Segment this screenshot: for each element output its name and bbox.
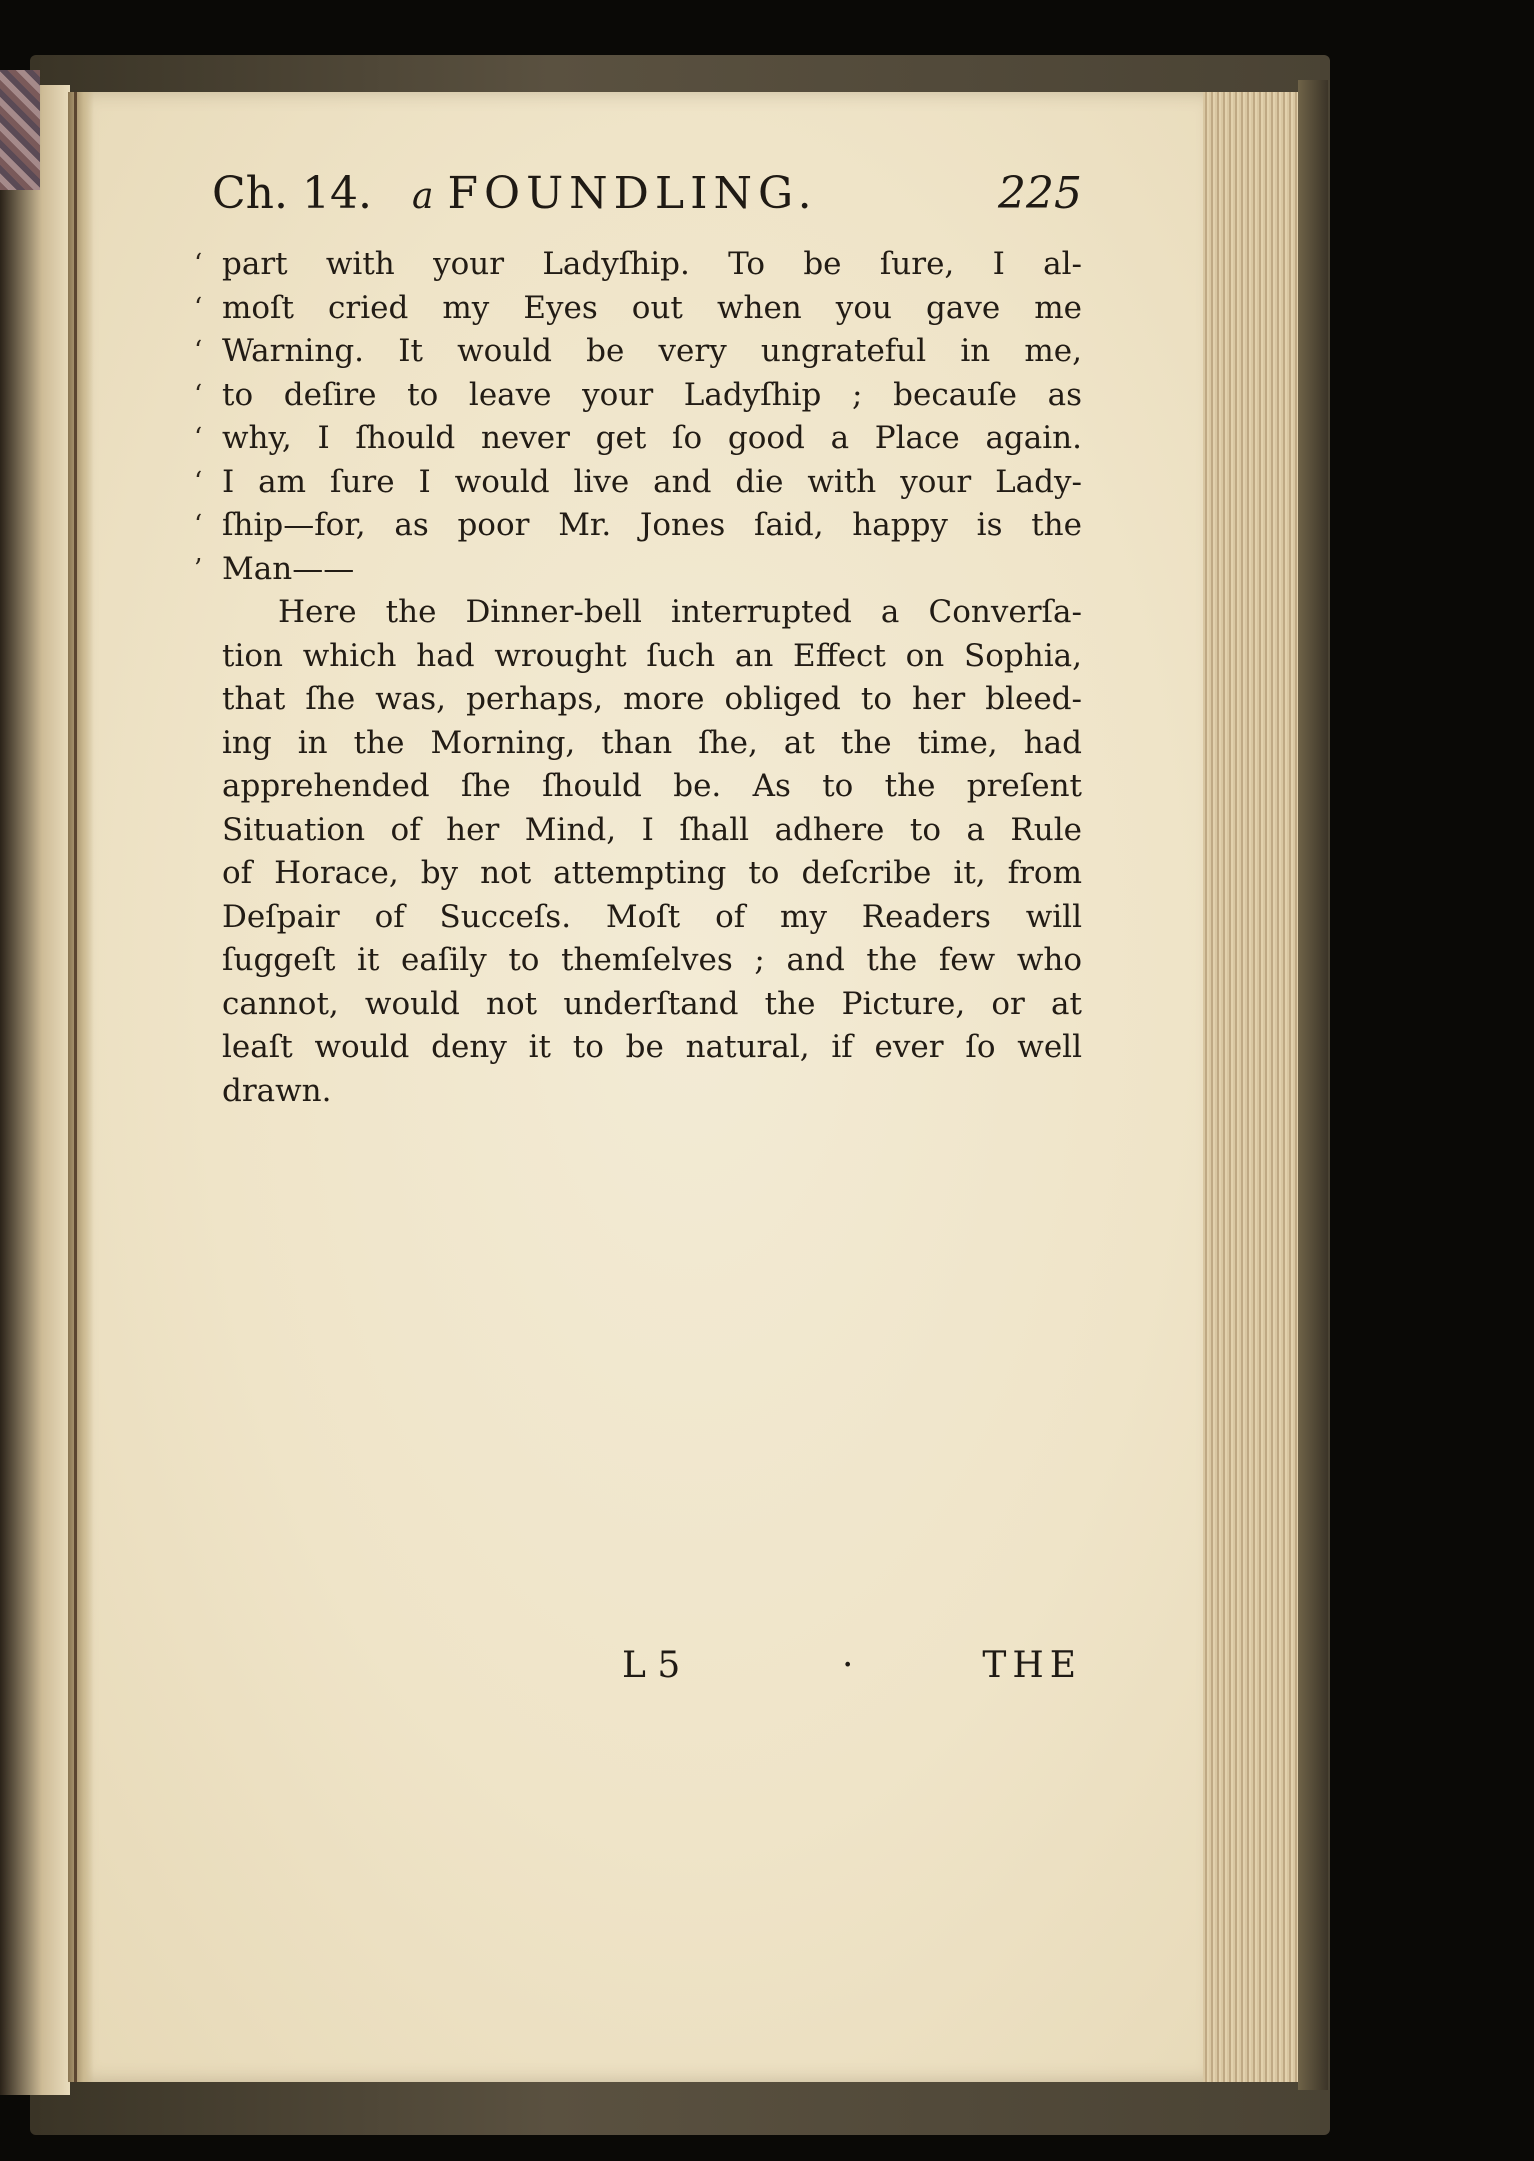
quote-mark: ‘ [194, 466, 203, 497]
text-line [194, 548, 1082, 592]
catchword: THE [982, 1645, 1082, 1686]
text-line [222, 635, 1082, 679]
line-text: Situation of her Mind, I ſhall adhere to a Rule [222, 811, 1082, 848]
text-line [194, 461, 1082, 505]
text-line [194, 504, 1082, 548]
signature-mark: L 5 [622, 1645, 681, 1686]
page-footer [222, 1645, 1082, 1705]
line-text: tion which had wrought ſuch an Effect on Sophia, [222, 637, 1082, 674]
line-text: Man—— [222, 550, 355, 587]
line-text: of Horace, by not attempting to deſcribe it, from [222, 855, 1082, 891]
quote-mark: ‘ [194, 249, 203, 279]
line-text: to deſire to leave your Ladyſhip ; becauſe as [222, 376, 1082, 413]
line-text: why, I ſhould never get ſo good a Place again. [222, 420, 1082, 456]
text-line [222, 852, 1082, 896]
text-line [222, 678, 1082, 722]
line-text: apprehended ſhe ſhould be. As to the preſent [222, 768, 1082, 804]
quote-mark: ‘ [194, 379, 203, 410]
running-title [412, 168, 818, 219]
quote-mark: ‘ [194, 423, 203, 453]
line-text: cannot, would not underſtand the Picture, or at [222, 985, 1082, 1022]
line-text: ſhip—for, as poor Mr. Jones ſaid, happy is the [222, 507, 1082, 543]
line-text: ſuggeſt it eaſily to themſelves ; and the few who [222, 942, 1082, 978]
line-text: I am ſure I would live and die with your Lady- [222, 463, 1082, 500]
cover-edge [1298, 80, 1328, 2090]
chapter-label: Ch. 14. [212, 168, 372, 219]
page-fore-edge [1203, 92, 1298, 2082]
text-line [194, 417, 1082, 461]
line-text: ing in the Morning, than ſhe, at the time, had [222, 724, 1082, 761]
left-page-edge [0, 85, 70, 2095]
quote-mark: ‘ [194, 292, 203, 323]
quote-mark: ’ [194, 553, 203, 584]
body-text [194, 243, 1082, 1113]
footer-dot: · [842, 1645, 854, 1686]
page-number: 225 [998, 168, 1082, 219]
gutter-fold-line [74, 92, 77, 2082]
text-line [194, 287, 1082, 331]
text-line [222, 809, 1082, 853]
marbled-cover-cloth [0, 70, 40, 190]
text-line [194, 243, 1082, 287]
paragraph-first-line [222, 591, 1082, 635]
quote-mark: ‘ [194, 510, 203, 540]
line-text: that ſhe was, perhaps, more obliged to her bleed- [222, 681, 1082, 717]
running-title-prefix: a [412, 176, 434, 217]
running-title-text: FOUNDLING. [447, 168, 818, 219]
line-text: Here the Dinner-bell interrupted a Converſa- [278, 594, 1082, 630]
text-line [222, 939, 1082, 983]
quote-mark: ‘ [194, 336, 203, 366]
text-line [194, 330, 1082, 374]
text-line [222, 983, 1082, 1027]
line-text: moſt cried my Eyes out when you gave me [222, 289, 1082, 326]
line-text: part with your Ladyſhip. To be ſure, I al- [222, 246, 1082, 282]
text-line [222, 1070, 1082, 1114]
page-gutter [68, 92, 94, 2082]
text-line [222, 765, 1082, 809]
text-line [194, 374, 1082, 418]
text-line [222, 722, 1082, 766]
text-line [222, 1026, 1082, 1070]
line-text: Deſpair of Succeſs. Moſt of my Readers will [222, 898, 1082, 935]
line-text: Warning. It would be very ungrateful in me, [222, 333, 1082, 369]
running-head [212, 168, 1082, 228]
line-text: drawn. [222, 1072, 332, 1109]
text-line [222, 896, 1082, 940]
line-text: leaſt would deny it to be natural, if ever ſo well [222, 1029, 1082, 1065]
